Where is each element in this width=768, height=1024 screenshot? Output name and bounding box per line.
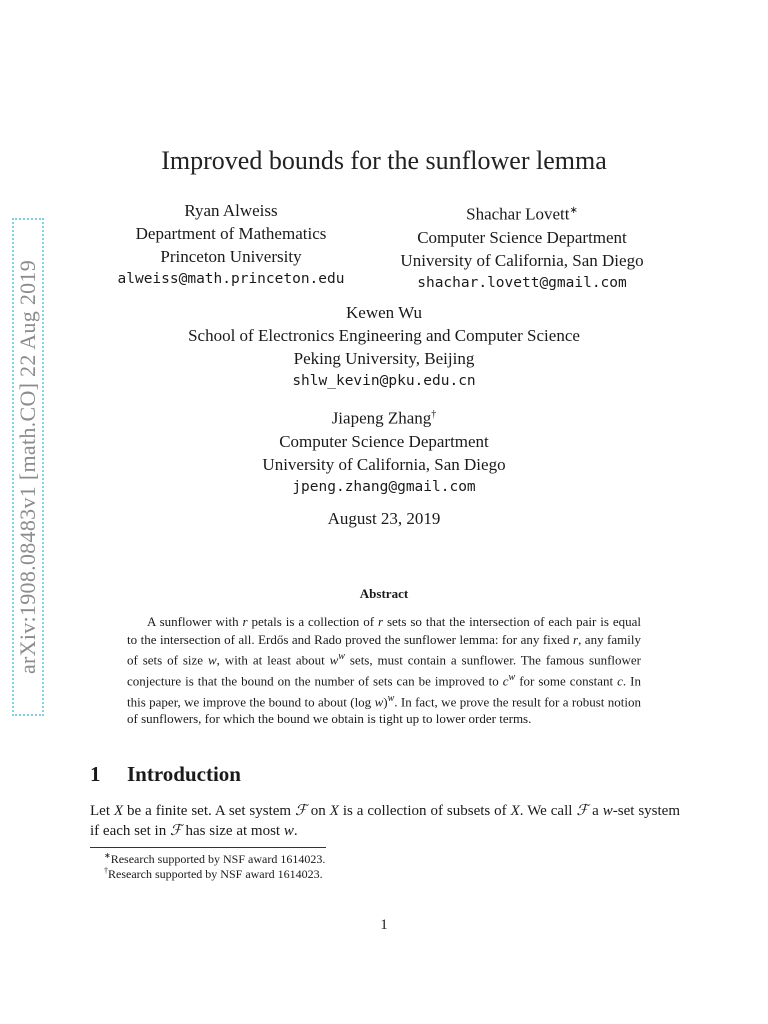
page-number: 1 <box>380 917 388 933</box>
author-name: Shachar Lovett <box>466 204 570 224</box>
abstract-body: A sunflower with r petals is a collection of r sets so that the intersection of each pair is equal to the intersection of all. Erdős and Rado proved the sunflower lemma: for any fixed r, any family of sets of size w, with at least about $w^w$ sets, must contain a sunflower. The famous sunflower conjecture is that the bound on the number of sets can be improved to $c^w$ for some constant c. In this paper, we improve the bound to about (log w)$^w$. In fact, we prove the result for a robust notion of sunflowers, for which the bound we obtain is tight up to lower order terms. <box>127 614 642 727</box>
author-department: Computer Science Department <box>279 431 489 451</box>
author-name: Jiapeng Zhang <box>331 408 432 428</box>
footnote-1 <box>104 851 325 867</box>
publication-date: August 23, 2019 <box>327 509 441 528</box>
author-footnote-mark: ∗ <box>569 205 578 216</box>
intro-paragraph: Let X be a finite set. A set system ℱ on X is a collection of subsets of X. We call ℱ a w-set system if each set in ℱ has size at most w. <box>90 803 681 839</box>
footnote-rule <box>90 847 326 848</box>
section-number: 1 <box>90 762 101 786</box>
footnote-text: Research supported by NSF award 1614023. <box>110 852 326 866</box>
author-institution: Princeton University <box>160 247 302 266</box>
author-institution: University of California, San Diego <box>262 454 506 474</box>
author-institution: Peking University, Beijing <box>293 349 475 368</box>
section-heading <box>90 762 241 787</box>
author-name: Kewen Wu <box>346 303 422 322</box>
author-department: Computer Science Department <box>417 227 627 247</box>
author-block-lovett <box>382 199 662 295</box>
footnote-text: Research supported by NSF award 1614023. <box>108 867 323 881</box>
author-block-alweiss <box>91 199 371 291</box>
author-name: Ryan Alweiss <box>184 201 278 220</box>
section-title: Introduction <box>127 762 241 786</box>
arxiv-stamp-text: arXiv:1908.08483v1 [math.CO] 22 Aug 2019 <box>15 259 40 675</box>
author-institution: University of California, San Diego <box>400 250 644 270</box>
abstract-heading: Abstract <box>359 586 409 601</box>
author-email[interactable]: shachar.lovett@gmail.com <box>417 274 627 291</box>
paper-title: Improved bounds for the sunflower lemma <box>161 146 607 175</box>
author-department: School of Electronics Engineering and Computer Science <box>188 326 580 345</box>
author-email[interactable]: jpeng.zhang@gmail.com <box>292 478 476 495</box>
author-footnote-mark: † <box>431 409 437 420</box>
author-email[interactable]: shlw_kevin@pku.edu.cn <box>292 373 476 389</box>
author-block-wu <box>0 301 768 393</box>
footnote-2 <box>104 866 323 882</box>
author-block-zhang <box>0 403 768 499</box>
footnote-mark: ∗ <box>104 851 111 860</box>
author-name-line <box>382 199 662 226</box>
footnote-mark: † <box>104 866 108 875</box>
author-name-line <box>0 403 768 430</box>
author-department: Department of Mathematics <box>135 224 327 243</box>
author-email[interactable]: alweiss@math.princeton.edu <box>117 271 345 287</box>
